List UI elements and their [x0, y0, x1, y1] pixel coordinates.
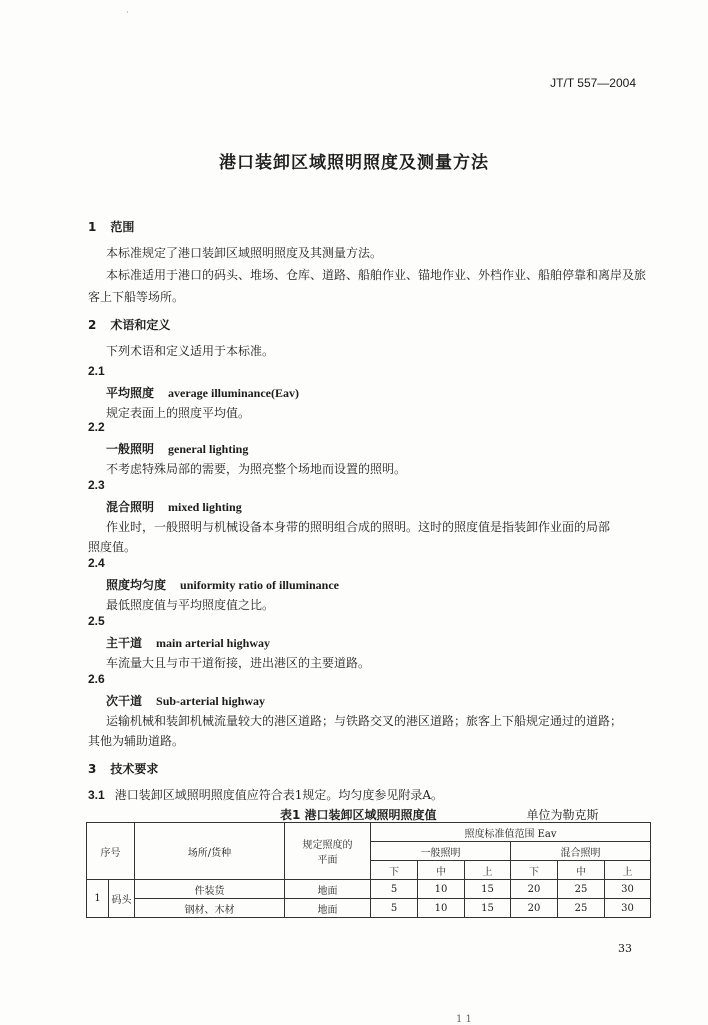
cell-value: 10: [418, 899, 465, 918]
header-standard: 照度标准值范围 Eav: [371, 823, 651, 842]
table-row: [87, 880, 651, 899]
header-general: 一般照明: [371, 842, 511, 861]
section-number: 2: [88, 318, 97, 332]
clause-number: 2.3: [88, 478, 105, 492]
term-definition: 不考虑特殊局部的需要，为照亮整个场地而设置的照明。: [106, 462, 407, 476]
cell-value: 25: [558, 880, 605, 899]
term-definition: 规定表面上的照度平均值。: [106, 406, 251, 420]
paragraph-text: 港口装卸区域照明照度值应符合表1规定。均匀度参见附录A。: [114, 788, 443, 802]
cell-value: 30: [605, 880, 651, 899]
term-zh: 照度均匀度: [106, 578, 167, 592]
cell-value: 20: [511, 880, 558, 899]
term-en: Sub-arterial highway: [156, 694, 266, 708]
illuminance-table: [86, 822, 651, 918]
clause-number: 2.2: [88, 420, 105, 434]
header-level: 下: [371, 861, 418, 880]
term-heading: [106, 576, 339, 593]
term-en: average illuminance(Eav): [168, 386, 299, 400]
header-level: 下: [511, 861, 558, 880]
term-en: uniformity ratio of illuminance: [180, 578, 340, 592]
table-caption: [280, 806, 599, 823]
table-title: 表1 港口装卸区域照明照度值: [280, 808, 437, 822]
cell-value: 15: [465, 880, 511, 899]
paragraph: [88, 786, 443, 803]
term-en: mixed lighting: [168, 500, 242, 514]
table-unit: 单位为勒克斯: [526, 808, 599, 822]
header-level: 上: [605, 861, 651, 880]
cell-value: 5: [371, 899, 418, 918]
section-title: 术语和定义: [110, 318, 171, 332]
header-plane: 规定照度的平面: [285, 823, 371, 880]
cell-value: 10: [418, 880, 465, 899]
term-definition: 其他为辅助道路。: [88, 734, 185, 748]
cell-value: 5: [371, 880, 418, 899]
table-row: [87, 899, 651, 918]
clause-number: 2.4: [88, 556, 105, 570]
cell-value: 20: [511, 899, 558, 918]
header-mixed: 混合照明: [511, 842, 651, 861]
term-definition: 运输机械和装卸机械流量较大的港区道路；与铁路交叉的港区道路；旅客上下船规定通过的道路；: [106, 714, 623, 728]
cell-value: 30: [605, 899, 651, 918]
paragraph: 客上下船等场所。: [88, 290, 185, 304]
term-heading: [106, 692, 265, 709]
clause-number: 2.1: [88, 364, 105, 378]
section-number: 1: [88, 220, 97, 234]
term-en: main arterial highway: [156, 636, 271, 650]
footer-mark: 1 1: [456, 1014, 472, 1025]
term-definition: 最低照度值与平均照度值之比。: [106, 598, 275, 612]
term-heading: [106, 498, 242, 515]
cell-value: 25: [558, 899, 605, 918]
term-zh: 混合照明: [106, 500, 155, 514]
section-number: 3: [88, 762, 97, 776]
term-zh: 平均照度: [106, 386, 155, 400]
paragraph: 本标准规定了港口装卸区域照明照度及其测量方法。: [106, 246, 383, 260]
section-title: 范围: [110, 220, 135, 234]
cell-seq: 1: [87, 880, 109, 918]
term-zh: 一般照明: [106, 442, 155, 456]
term-heading: [106, 440, 248, 457]
clause-number: 3.1: [88, 788, 105, 802]
header-level: 上: [465, 861, 511, 880]
header-place: 场所/货种: [135, 823, 285, 880]
scan-mark: ·: [126, 8, 129, 18]
standard-code: JT/T 557—2004: [550, 76, 636, 90]
header-seq: 序号: [87, 823, 135, 880]
cell-value: 15: [465, 899, 511, 918]
cell-place: 件装货: [135, 880, 285, 899]
page-number: 33: [618, 942, 632, 955]
section-title: 技术要求: [110, 762, 159, 776]
term-heading: [106, 634, 270, 651]
page-title: 港口装卸区域照明照度及测量方法: [219, 153, 489, 173]
term-heading: [106, 384, 299, 401]
paragraph: 下列术语和定义适用于本标准。: [106, 344, 275, 358]
cell-plane: 地面: [285, 880, 371, 899]
term-zh: 主干道: [106, 636, 143, 650]
section-2-heading: [88, 316, 170, 333]
paragraph: 本标准适用于港口的码头、堆场、仓库、道路、船舶作业、锚地作业、外档作业、船舶停靠和离岸及旅: [106, 268, 647, 282]
clause-number: 2.5: [88, 614, 105, 628]
header-level: 中: [418, 861, 465, 880]
header-level: 中: [558, 861, 605, 880]
clause-number: 2.6: [88, 672, 105, 686]
term-en: general lighting: [168, 442, 249, 456]
term-definition: 照度值。: [88, 540, 137, 554]
cell-category: 码头: [109, 880, 135, 918]
term-zh: 次干道: [106, 694, 143, 708]
cell-plane: 地面: [285, 899, 371, 918]
term-definition: 车流量大且与市干道衔接，进出港区的主要道路。: [106, 656, 371, 670]
term-definition: 作业时，一般照明与机械设备本身带的照明组合成的照明。这时的照度值是指装卸作业面的局部: [106, 520, 611, 534]
section-3-heading: [88, 760, 158, 777]
section-1-heading: [88, 218, 134, 235]
cell-place: 钢材、木材: [135, 899, 285, 918]
